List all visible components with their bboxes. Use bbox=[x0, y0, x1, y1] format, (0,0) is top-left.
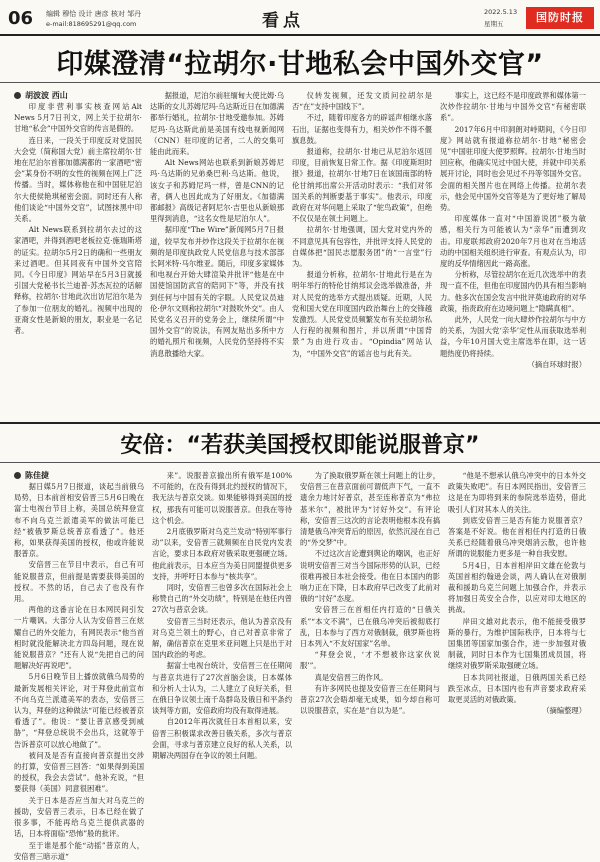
paragraph: 关于日本是否应当加大对乌克兰的援助，安倍晋三表示，日本已经在做了很多事，不能再给乌克兰提供武器的话，日本将面临“恐怖”般的批评。 bbox=[14, 795, 144, 839]
paragraph: 报道称，拉胡尔·甘地已从尼泊尔返回印度，目前恢复日常工作。据《印度斯坦时报》报道，拉胡尔·甘地7日在该国南部的特伦甘纳邦出席公开活动时表示：“我们对邻国关系的判断要基于事实”。他表示，印度政府在对华问题上采取了“鸵鸟政策”，但绝不仅仅是在领土问题上。 bbox=[292, 147, 432, 224]
article2-byline: 陈佳捷 bbox=[14, 470, 144, 481]
paragraph: 报道分析称，拉胡尔·甘地此行是在为明年举行的特伦甘纳邦议会选举做准备，并对人民党的选举方式提出质疑。近期，人民党和国大党在印度国内政治舞台上的交锋越发激烈。人民党党员频繁发布有关拉胡尔私人行程的视频和图片，并以所谓“中国背景”为由进行攻击。“Opindia”网站认为，“中国外交官”的谣言也与此有关。 bbox=[292, 270, 432, 358]
paragraph: 不过这次言论遭到舆论的嘲讽，也正好说明安倍晋三对当今国际形势的认识，已经很难再被日本社会接受。他在日本国内的影响力正在下降，日本政府早已改变了此前对俄的“讨好”态度。 bbox=[300, 549, 440, 604]
paragraph: 不过，随着印度各方的辟谣声相继水落石出，证据也变得有力，相关炒作不得不偃旗息鼓。 bbox=[292, 113, 432, 145]
article1-column-2 bbox=[150, 90, 284, 420]
article2-column-3 bbox=[300, 470, 440, 820]
editor-email: e-mail:818695291@qq.com bbox=[46, 20, 137, 28]
article2-headline: 安倍：“若获美国授权即能说服普京” bbox=[120, 433, 480, 458]
article2-headline-rule bbox=[0, 462, 600, 463]
article2-col1-text bbox=[14, 481, 144, 862]
paragraph: 此外，人民党一向大肆炒作拉胡尔与中方的关系，为国大党‘亲华’定性从而获取选举利益，今年10月国大党主席选举在即，这一话题热度仍将持续。 bbox=[440, 315, 586, 358]
header-rule bbox=[0, 34, 600, 36]
paragraph: 据印度“The Wire”新闻网5月7日报道，较早发布并炒作这段关于拉胡尔在视频的是印度执政党人民党信息与技术部部长阿米特·马尔维亚。随后，印度多家媒体和电视台开始大肆渲染并批评“他是在中国使馆国防武官的陪同下”等，并没有找到任何与中国有关的字眼。人民党议员迪伦·伊尔文则称拉胡尔“对鼓吹外交”。由人民党名义召开的党务会上，继续所谓“中国外交官”的说法，有网友贴出多所中方的婚礼照片和视频，人民党仍坚持将不实消息散播给大家。 bbox=[150, 225, 284, 358]
paragraph: 分析称，尽管拉胡尔在近几次选举中的表现一直不佳，但他在印度国内仍具有相当影响力。他多次在国会发言中批评莫迪政府的对华政策，指责政府在边境问题上“隐瞒真相”。 bbox=[440, 270, 586, 313]
paragraph: Alt News网站也联系到新娘苏姆尼玛·乌达斯的兄弟桑巴利·乌达斯。他说，该女子和苏姆尼玛一样，曾是CNN的记者，俩人也因此成为了好朋友。《加德满都邮报》高级记者阿尼尔·吉里也从新娘那里得到消息，“这名女性是尼泊尔人”。 bbox=[150, 158, 284, 224]
paragraph: “他是不想承认俄乌冲突中的日本外交政策失败吧”。有日本网民指出，安倍晋三这是在为即将到来的参院选举造势，借此吸引人们对其本人的关注。 bbox=[448, 471, 586, 514]
paragraph: 被问及是否有直接向普京提出交涉的打算，安倍晋三回答：“如果得到美国的授权，我会去尝试”。他补充说，“但要获得（美国）同意很困难”。 bbox=[14, 750, 144, 794]
paragraph: 5月4日，日本首相岸田文雄在伦敦与英国首相约翰逊会谈，两人确认在对俄制裁和援助乌克兰问题上加强合作，并表示将加强日英安全合作，以应对印太地区的挑战。 bbox=[448, 560, 586, 615]
article1-col2-text bbox=[150, 90, 284, 359]
paragraph: 安倍晋三在节目中表示，自己有可能说服普京，但前提是需要获得美国的授权。不然的话，自己去了也没有作用。 bbox=[14, 560, 144, 604]
paragraph: 仪转发视频，还发文质问拉胡尔是否“在”支持中国线下”。 bbox=[292, 91, 432, 112]
page-number: 06 bbox=[8, 8, 34, 29]
paragraph: 安倍晋三当时还表示，他认为普京没有对乌克兰领土的野心，自己对普京非常了解，确信普京在克里米亚问题上只是出于对国内政治的考虑。 bbox=[152, 616, 292, 660]
paragraph: Alt News联系到拉胡尔去过的这家酒吧，并得到酒吧老板拉克·施瑞斯塔的证实。拉胡尔5月2日的确和一些朋友来过酒吧。但其同夜有中国外交官陪同。《今日印度》网站早在5月3日就援引国大党秘书长兰迪普·苏杰瓦拉的话解释称，拉胡尔·甘地此次出访尼泊尔是为了参加一位朋友的婚礼。视频中出现的亚裔女性是新娘的朋友，职业是一名记者。 bbox=[14, 225, 142, 336]
paragraph: 拉胡尔·甘地强调，国大党对党内外的不同意见具有包容性，并批评支持人民党的自媒体把“国民志愿服务团”的“一言堂”行为。 bbox=[292, 225, 432, 269]
issue-date: 2022.5.13 bbox=[484, 8, 518, 16]
article1-col3-text bbox=[292, 90, 432, 359]
article2-col2-text bbox=[152, 470, 292, 761]
paragraph: 有许多网民也提及安倍晋三在任期间与普京27次会晤却毫无成果，如今却自称可以说服普京，实在是“自以为是”。 bbox=[300, 683, 440, 716]
paragraph: 2017年6月中印洞朗对峙期间，《今日印度》网站就有报道称拉胡尔·甘地“秘密会见”中国驻印度大使罗照辉。拉胡尔·甘地当时回应称，他确实见过中国大使，并就中印关系展开讨论，同时也会见过不丹等邻国外交官。会面的相关图片也在网络上传播。拉胡尔表示，他会见中国外交官等是为了更好地了解局势。 bbox=[440, 124, 586, 213]
article1-headline-rule bbox=[0, 82, 600, 83]
paragraph: 连日来，一段关于印度反对党国民大会党（简称国大党）前主席拉胡尔·甘地在尼泊尔首都加德满都的一家酒吧“密会”某身份不明的女性的视频在网上广泛传播。当时，媒体称他在和中国驻尼泊尔大使侯艳琪秘密会面。同时还有人称他们谈论“中国外交官”，试图抹黑中印关系。 bbox=[14, 135, 142, 224]
paragraph: 日本共同社报道，日俄两国关系已经跌至冰点，日本国内也有声音要求政府采取更灵活的对俄政策。 bbox=[448, 672, 586, 705]
article1-headline: 印媒澄清“拉胡尔·甘地私会中国外交官” bbox=[56, 49, 544, 80]
paragraph: “拜登会说，‘才不想被你这家伙说服’”。 bbox=[300, 650, 440, 671]
article1-credit: （摘自环球时报） bbox=[527, 359, 586, 369]
paragraph: 5月6日晚节目上播放就俄乌局势的最新发展相关评论，对于拜登此前宣布不向乌克兰派遣美军的表态，安倍晋三认为，拜登的这种做法“可能已经被普京看透了”。他说：“要让普京感受到威胁”，“拜登总统说不会出兵，这就等于告诉普京可以放心地做了”。 bbox=[14, 672, 144, 749]
editor-credits: 编辑 穆恰 设计 唐彦 核对 邹丹 bbox=[46, 10, 142, 18]
masthead-logo: 国防时报 bbox=[526, 7, 594, 29]
article1-column-4 bbox=[440, 90, 586, 420]
paragraph: 2月底俄罗斯对乌克兰发动“特别军事行动”以来，安倍晋三就频频在自民党内发表言论，要求日本政府对俄采取更强硬立场。他此前表示，日本应当为美日同盟提供更多支持，并呼吁日本参与“核共享”。 bbox=[152, 527, 292, 581]
article2-col4-text bbox=[448, 470, 586, 705]
bullet-icon bbox=[14, 472, 21, 479]
article2-column-1 bbox=[14, 470, 144, 861]
article1-col1-text bbox=[14, 101, 142, 336]
paragraph: 至于谁是那个能“动摇”普京的人，安倍晋三暗示道“ bbox=[14, 840, 144, 861]
paragraph: 印度非营利事实核查网站Alt News 5月7日刊文，网上关于拉胡尔·甘地“私会”中国外交官的传言是假的。 bbox=[14, 102, 142, 134]
paragraph: 两他的这番言论在日本网民间引发一片嘲讽。大部分人认为安倍晋三在炫耀自己的外交能力，有网民表示“他当首相时就没能解决北方四岛问题，现在说能说服普京？”还有人说“先把自己的问题解决好再说吧”。 bbox=[14, 605, 144, 671]
paragraph: 事实上，这已经不是印度政界和媒体第一次炒作拉胡尔·甘地与中国外交官“有秘密联系”。 bbox=[440, 91, 586, 123]
paragraph: 据富士电视台统计，安倍晋三在任期间与普京共进行了27次首脑会谈，日本媒体和分析人士认为，二人建立了良好关系，但在俄日争议领土南千岛群岛及俄日和平条约谈判等方面，安倍政府均没有取得进展。 bbox=[152, 661, 292, 716]
issue-weekday: 星期五 bbox=[484, 20, 504, 28]
article1-column-3 bbox=[292, 90, 432, 420]
article2-col3-text bbox=[300, 470, 440, 716]
article2-column-2 bbox=[152, 470, 292, 820]
paragraph: 据日媒5月7日报道，谈起当前俄乌局势，日本前首相安倍晋三5月6日晚在富士电视台节目上称，美国总统拜登宣布不向乌克兰派遣美军的做法可能已经“被俄罗斯总统普京看透了”。他还称，如果获得美国的授权，他或许能说服普京。 bbox=[14, 482, 144, 559]
paragraph: 到底安倍晋三是否有能力说服普京？答案是不好说。他在首相任内打造的日俄关系已经随着俄乌冲突烟消云散，也许他所谓的说服能力更多是一种自我安慰。 bbox=[448, 515, 586, 559]
paragraph: 为了换取俄罗斯在领土问题上的让步，安倍晋三在普京面前可谓低声下气，一直不遗余力地讨好普京，甚至连称普京为“弗拉基米尔”，被批评为“讨好外交”。有评论称，安倍晋三这次的言论表明他根本没有搞清楚俄乌冲突背后的原因，依然沉浸在自己的“外交梦”中。 bbox=[300, 471, 440, 548]
article2-credit: （摘编整理） bbox=[542, 706, 586, 716]
paragraph: 安倍晋三在首相任内打造的“日俄关系”“本文不满”，已在俄乌冲突后被彻底打乱，日本参与了西方对俄制裁，俄罗斯也将日本列入“不友好国家”名单。 bbox=[300, 605, 440, 649]
paragraph: 来”。说服普京撤出所有俄军是100%不可能的，在没有得到北约授权的情况下，我无法与普京交谈。如果能够得到美国的授权，那我有可能可以说服普京。但我在等待这个机会。 bbox=[152, 471, 292, 525]
article-divider bbox=[0, 422, 600, 424]
paragraph: 据报道，尼泊尔前驻缅甸大使比姆·乌达斯的女儿苏姆尼玛·乌达斯近日在加德满都举行婚礼，拉胡尔·甘地受邀参加。苏姆尼玛·乌达斯此前是美国有线电视新闻网（CNN）驻印度的记者，二人的交集可能由此而来。 bbox=[150, 91, 284, 157]
paragraph: 印度媒体一直对“中国游说团”极为敏感，相关行为可能被认为“亲华”而遭到攻击。印度联邦政府2020年7月也对在当地活动的中国相关组织进行审查。有观点认为，印度的反华情绪因此一路高涨。 bbox=[440, 214, 586, 269]
section-title: 看点 bbox=[262, 11, 304, 31]
paragraph: 自2012年再次就任日本首相以来，安倍晋三积极谋求改善日俄关系，多次与普京会面，寻求与普京建立良好的私人关系，以期解决两国存在争议的领土问题。 bbox=[152, 717, 292, 761]
article1-column-1 bbox=[14, 90, 142, 420]
article1-byline: 胡波波 西山 bbox=[14, 90, 142, 101]
page-header bbox=[0, 0, 600, 36]
article1-col4-text bbox=[440, 90, 586, 359]
paragraph: 岸田文雄对此表示，他不能接受俄罗斯的暴行，为维护国际秩序，日本将与七国集团等国家加强合作，进一步加强对俄制裁，同时日本作为七国集团成员国，将继续对俄罗斯采取强硬立场。 bbox=[448, 616, 586, 671]
paragraph: 同时，安倍晋三也曾多次在国际社会上称赞自己的“外交功绩”，特别是在他任内曾27次与普京会谈。 bbox=[152, 583, 292, 615]
article2-column-4 bbox=[448, 470, 586, 820]
paragraph: 真是安倍晋三的作风。 bbox=[314, 672, 388, 682]
bullet-icon bbox=[14, 92, 21, 99]
